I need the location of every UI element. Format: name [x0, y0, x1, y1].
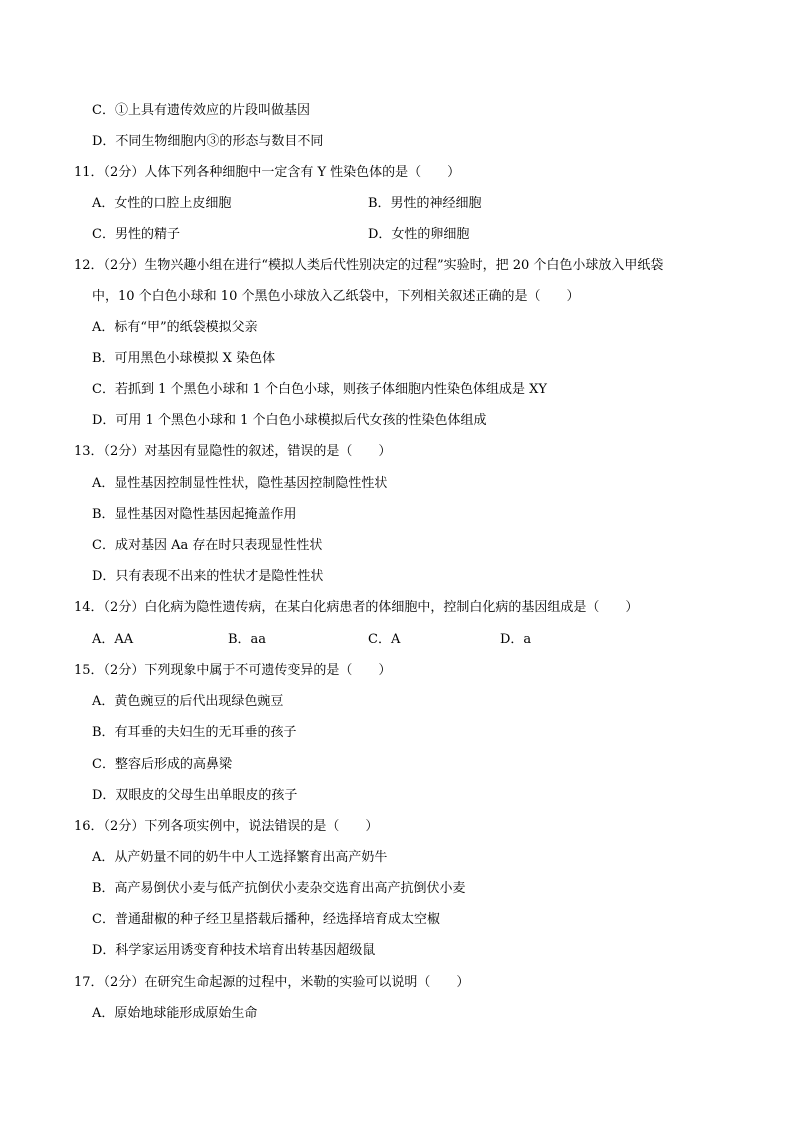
q16-option-d: D．科学家运用诱变育种技术培育出转基因超级鼠	[92, 943, 376, 958]
q11-stem: 11．（2分）人体下列各种细胞中一定含有 Y 性染色体的是（ ）	[74, 165, 461, 180]
q14-option-d: D．a	[500, 632, 532, 647]
q14-stem: 14．（2分）白化病为隐性遗传病，在某白化病患者的体细胞中，控制白化病的基因组成是（ ）	[74, 600, 639, 615]
q17-stem: 17．（2分）在研究生命起源的过程中，米勒的实验可以说明（ ）	[74, 975, 470, 990]
q15-option-d: D．双眼皮的父母生出单眼皮的孩子	[92, 788, 298, 803]
q16-option-a: A．从产奶量不同的奶牛中人工选择繁育出高产奶牛	[92, 850, 388, 865]
q12-option-b: B．可用黑色小球模拟 X 染色体	[92, 351, 276, 366]
q12-option-a: A．标有“甲”的纸袋模拟父亲	[92, 320, 258, 335]
q13-stem: 13．（2分）对基因有显隐性的叙述，错误的是（ ）	[74, 444, 392, 459]
q11-option-b: B．男性的神经细胞	[368, 196, 482, 211]
q16-option-b: B．高产易倒伏小麦与低产抗倒伏小麦杂交选育出高产抗倒伏小麦	[92, 881, 466, 896]
q16-stem: 16．（2分）下列各项实例中，说法错误的是（ ）	[74, 819, 379, 834]
q15-option-a: A．黄色豌豆的后代出现绿色豌豆	[92, 694, 284, 709]
q15-stem: 15．（2分）下列现象中属于不可遗传变异的是（ ）	[74, 663, 392, 678]
q12-stem-line1: 12．（2分）生物兴趣小组在进行“模拟人类后代性别决定的过程”实验时，把 20 个白色小球放入甲纸袋	[74, 258, 664, 273]
q15-option-b: B．有耳垂的夫妇生的无耳垂的孩子	[92, 725, 297, 740]
q16-option-c: C．普通甜椒的种子经卫星搭载后播种，经选择培育成太空椒	[92, 912, 440, 927]
q10-option-d: D．不同生物细胞内③的形态与数目不同	[92, 134, 324, 149]
q14-option-b: B．aa	[228, 632, 267, 647]
q12-stem-line2: 中，10 个白色小球和 10 个黑色小球放入乙纸袋中，下列相关叙述正确的是（ ）	[92, 289, 580, 304]
q17-option-a: A．原始地球能形成原始生命	[92, 1006, 258, 1021]
q11-option-c: C．男性的精子	[92, 227, 180, 242]
q14-option-c: C．A	[368, 632, 401, 647]
q13-option-d: D．只有表现不出来的性状才是隐性性状	[92, 569, 324, 584]
q11-option-a: A．女性的口腔上皮细胞	[92, 196, 232, 211]
q13-option-c: C．成对基因 Aa 存在时只表现显性性状	[92, 538, 323, 553]
q11-option-d: D．女性的卵细胞	[368, 227, 470, 242]
q14-option-a: A．AA	[92, 632, 134, 647]
q12-option-d: D．可用 1 个黑色小球和 1 个白色小球模拟后代女孩的性染色体组成	[92, 413, 487, 428]
q12-option-c: C．若抓到 1 个黑色小球和 1 个白色小球，则孩子体细胞内性染色体组成是 XY	[92, 382, 547, 397]
q13-option-b: B．显性基因对隐性基因起掩盖作用	[92, 507, 297, 522]
q13-option-a: A．显性基因控制显性性状，隐性基因控制隐性性状	[92, 476, 388, 491]
q15-option-c: C．整容后形成的高鼻梁	[92, 757, 232, 772]
q10-option-c: C．①上具有遗传效应的片段叫做基因	[92, 103, 310, 118]
